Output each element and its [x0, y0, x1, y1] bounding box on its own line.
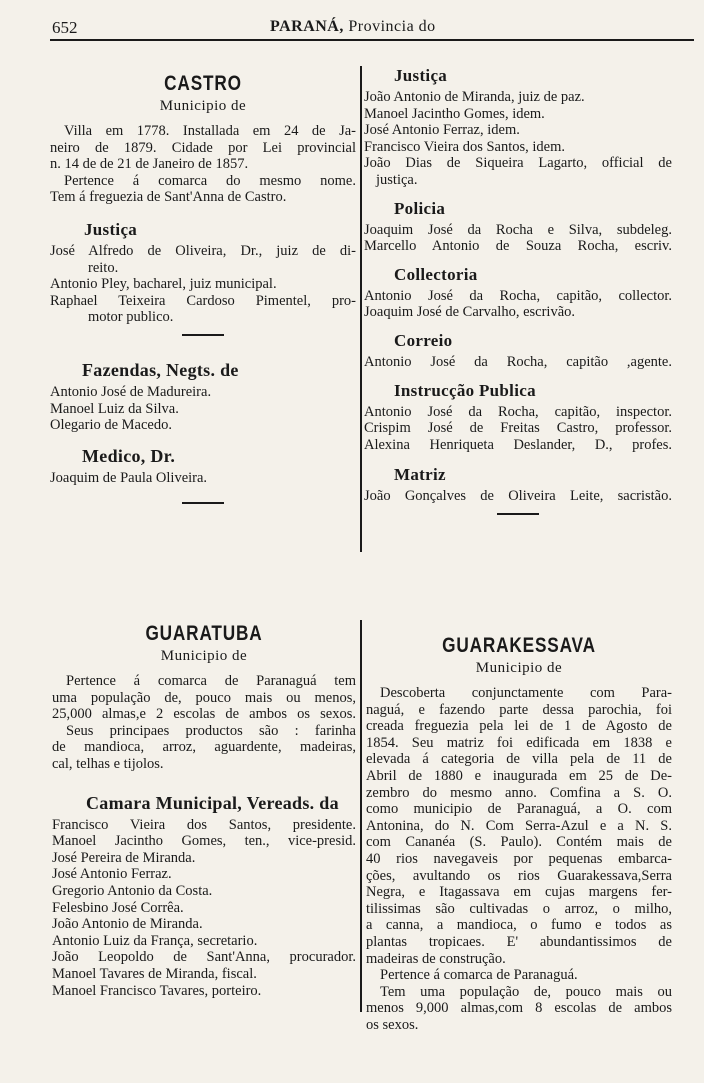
text-line: a canna, a mandioca, o fumo e todos as	[366, 917, 672, 934]
text-line: Tem á freguezia de Sant'Anna de Castro.	[50, 189, 287, 206]
guaratuba-column	[52, 622, 356, 999]
list-item: Manoel Jacintho Gomes, ten., vice-presid.	[52, 833, 356, 850]
guarakessava-text	[366, 685, 672, 1033]
page-header-title	[270, 18, 436, 36]
list-item: Antonio José da Rocha, capitão, inspector.	[364, 403, 672, 420]
text-line: tilissimas são cultivadas o arroz, o milho,	[366, 900, 672, 917]
list-item: Joaquim José de Carvalho, escrivão.	[364, 304, 576, 321]
list-item: José Alfredo de Oliveira, Dr., juiz de di-	[50, 242, 356, 259]
list-item: João Dias de Siqueira Lagarto, official de	[364, 155, 672, 172]
text-line: Tem uma população de, pouco mais ou	[380, 983, 672, 1000]
text-line: Antonina, do N. Com Serra-Azul e a N. S.	[366, 817, 672, 834]
castro-right-policia-list	[364, 222, 672, 255]
castro-right-policia-heading: Policia	[394, 198, 446, 218]
text-line: Abril de 1880 e inaugurada em 25 de De-	[366, 767, 672, 784]
castro-intro	[50, 123, 356, 206]
text-line: elevada á categoria de villa pela de 11 de	[366, 751, 672, 768]
guarakessava-title: GUARAKESSAVA	[442, 634, 596, 657]
castro-title: CASTRO	[164, 72, 242, 95]
text-line: Pertence á comarca de Paranaguá.	[380, 967, 578, 984]
list-item: justiça.	[376, 171, 418, 188]
text-line: creada freguezia pela lei de 1 de Agosto de	[366, 718, 672, 735]
guaratuba-title: GUARATUBA	[145, 622, 263, 645]
list-item: motor publico.	[88, 309, 174, 326]
castro-right-correio-heading: Correio	[394, 330, 453, 350]
list-item: Marcello Antonio de Souza Rocha, escriv.	[364, 238, 672, 255]
castro-fazendas-list	[50, 384, 356, 434]
list-item: José Antonio Ferraz.	[52, 866, 172, 883]
list-item: Antonio José de Madureira.	[50, 383, 212, 400]
guaratuba-intro	[52, 673, 356, 773]
list-item: Francisco Vieira dos Santos, presidente.	[52, 816, 356, 833]
page-number: 652	[52, 18, 78, 37]
guarakessava-subtitle: Municipio de	[475, 660, 563, 676]
list-item: José Antonio Ferraz, idem.	[364, 122, 520, 139]
castro-right-instruccao-heading: Instrucção Publica	[394, 380, 536, 400]
text-line: ções, avultando os rios Guarakessava,Serra	[366, 867, 672, 884]
list-item: João Antonio de Miranda, juiz de paz.	[364, 89, 585, 105]
list-item: Alexina Henriqueta Deslander, D., profes.	[364, 436, 672, 453]
list-item: Antonio José da Rocha, capitão, collector.	[364, 287, 672, 304]
list-item: Antonio José da Rocha, capitão ,agente.	[364, 353, 672, 370]
guaratuba-camara-list	[52, 817, 356, 1000]
list-item: José Pereira de Miranda.	[52, 849, 196, 866]
castro-right-justica-heading: Justiça	[394, 66, 448, 85]
header-rule	[50, 39, 694, 41]
castro-right-instruccao-list	[364, 404, 672, 454]
text-line: Seus principaes productos são : farinha	[66, 722, 356, 739]
list-item: João Gonçalves de Oliveira Leite, sacristão.	[364, 488, 672, 505]
text-line: de mandioca, arroz, aguardente, madeiras,	[52, 739, 356, 756]
text-line: Descoberta conjunctamente com Para-	[380, 685, 672, 701]
text-line: uma população de, pouco mais ou menos,	[52, 689, 356, 706]
section-rule	[182, 502, 224, 504]
guaratuba-subtitle: Municipio de	[160, 648, 248, 664]
text-line: menos 9,000 almas,com 8 escolas de ambos	[366, 1000, 672, 1017]
section-rule	[497, 513, 539, 515]
text-line: 25,000 almas,e 2 escolas de ambos os sexos.	[52, 706, 356, 723]
column-divider-top	[360, 66, 362, 552]
text-line: zembro do mesmo anno. Comfina a S. O.	[366, 784, 672, 801]
list-item: Raphael Teixeira Cardoso Pimentel, pro-	[50, 292, 356, 309]
text-line: plantas tropicaes. E' abundantissimos de	[366, 933, 672, 950]
castro-fazendas-heading: Fazendas, Negts. de	[82, 359, 239, 380]
castro-right-collectoria-heading: Collectoria	[394, 264, 478, 284]
list-item: Manoel Tavares de Miranda, fiscal.	[52, 965, 257, 982]
text-line: os sexos.	[366, 1016, 419, 1033]
castro-justica-list	[50, 243, 356, 326]
list-item: Manoel Luiz da Silva.	[50, 400, 179, 417]
section-rule	[182, 334, 224, 336]
castro-right-collectoria-list	[364, 288, 672, 321]
running-head	[0, 14, 704, 38]
list-item: Francisco Vieira dos Santos, idem.	[364, 138, 566, 155]
list-item: Gregorio Antonio da Costa.	[52, 882, 213, 899]
text-line: Pertence á comarca do mesmo nome.	[64, 172, 356, 189]
list-item: Manoel Jacintho Gomes, idem.	[364, 105, 545, 122]
list-item: Antonio Luiz da França, secretario.	[52, 932, 258, 949]
guaratuba-camara-heading: Camara Municipal, Vereads. da	[86, 792, 339, 813]
castro-left-column	[50, 72, 356, 504]
text-line: Negra, e Itagassava em cujas margens fer-	[366, 884, 672, 901]
castro-right-justica-list	[364, 89, 672, 189]
list-item: Joaquim de Paula Oliveira.	[50, 469, 208, 486]
list-item: Manoel Francisco Tavares, porteiro.	[52, 982, 262, 999]
list-item: João Antonio de Miranda.	[52, 916, 203, 933]
text-line: 1854. Seu matriz foi edificada em 1838 e	[366, 734, 672, 751]
text-line: Pertence á comarca de Paranaguá tem	[66, 673, 356, 689]
list-item: Antonio Pley, bacharel, juiz municipal.	[50, 276, 277, 293]
text-line: madeiras de construção.	[366, 950, 506, 967]
castro-right-matriz-heading: Matriz	[394, 465, 446, 485]
castro-subtitle: Municipio de	[159, 98, 247, 114]
text-line: Villa em 1778. Installada em 24 de Ja-	[64, 123, 356, 139]
text-line: neiro de 1879. Cidade por Lei provincial	[50, 139, 356, 156]
castro-justica-heading: Justiça	[84, 219, 138, 239]
list-item: João Leopoldo de Sant'Anna, procurador.	[52, 949, 356, 966]
list-item: Joaquim José da Rocha e Silva, subdeleg.	[364, 221, 672, 238]
text-line: cal, telhas e tijolos.	[52, 755, 164, 772]
text-line: naguá, e fazendo parte dessa parochia, foi	[366, 701, 672, 718]
header-title-bold: PARANÁ,	[270, 18, 344, 35]
text-line: com Cananéa (S. Paulo). Contém mais de	[366, 834, 672, 851]
castro-right-column	[364, 66, 672, 515]
text-line: 40 rios navegaveis por pequenas embarca-	[366, 850, 672, 867]
column-divider-bottom	[360, 620, 362, 1012]
list-item: Olegario de Macedo.	[50, 417, 172, 434]
list-item: Crispim José de Freitas Castro, professor.	[364, 420, 672, 437]
text-line: como municipio de Paranaguá, a O. com	[366, 801, 672, 818]
guarakessava-column	[366, 634, 672, 1033]
list-item: reito.	[88, 259, 119, 276]
header-title-rest: Provincia do	[348, 18, 436, 35]
list-item: Felesbino José Corrêa.	[52, 899, 184, 916]
castro-medico-heading: Medico, Dr.	[82, 445, 176, 466]
text-line: n. 14 de de 21 de Janeiro de 1857.	[50, 156, 249, 173]
